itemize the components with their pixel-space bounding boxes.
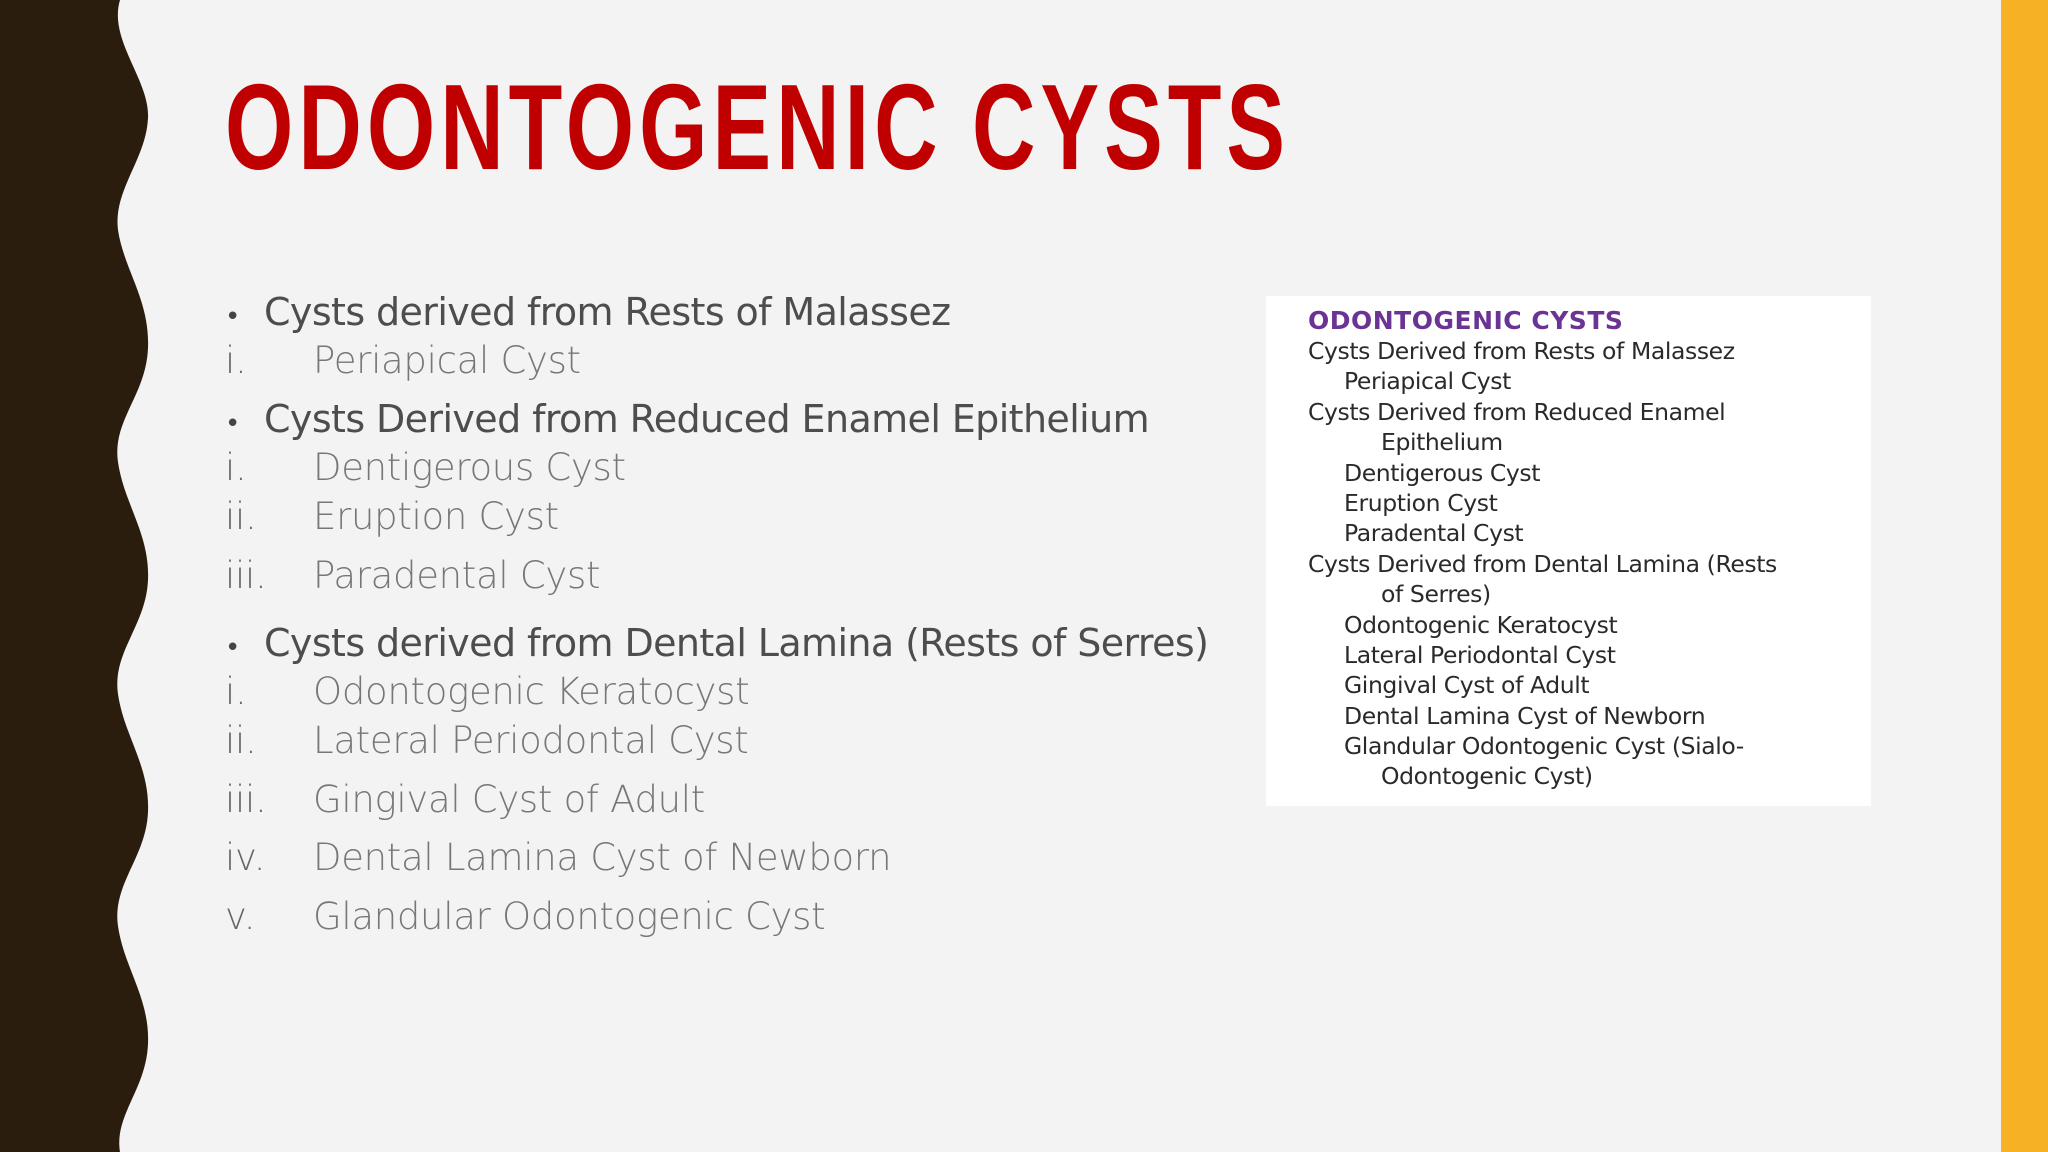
reference-line: Lateral Periodontal Cyst — [1344, 640, 1616, 669]
section-heading: Cysts derived from Dental Lamina (Rests of Serres) — [264, 621, 1209, 665]
list-item-text: Lateral Periodontal Cyst — [313, 719, 749, 762]
list-item — [225, 669, 1225, 715]
section-heading-row — [225, 286, 1225, 338]
section-rests-of-malassez — [225, 286, 1225, 384]
list-numeral: i. — [225, 446, 247, 489]
reference-line: Cysts Derived from Rests of Malassez — [1308, 337, 1735, 365]
list-item — [225, 550, 1225, 609]
list-numeral: ii. — [225, 719, 257, 762]
reference-line: Dental Lamina Cyst of Newborn — [1344, 701, 1706, 730]
reference-line: Odontogenic Cyst) — [1381, 762, 1593, 791]
list-numeral: ii. — [225, 495, 257, 538]
reference-classification-image — [1266, 296, 1871, 806]
list-item — [225, 774, 1225, 833]
list-item-text: Glandular Odontogenic Cyst — [313, 894, 826, 938]
list-item — [225, 715, 1225, 774]
reference-line: Periapical Cyst — [1344, 367, 1511, 396]
list-item — [225, 891, 1225, 950]
list-numeral: i. — [225, 339, 247, 382]
list-item — [225, 491, 1225, 550]
list-item — [225, 832, 1225, 891]
reference-line: Eruption Cyst — [1344, 488, 1498, 517]
left-wavy-band — [0, 0, 160, 1152]
list-numeral: iii. — [225, 777, 267, 821]
list-item — [225, 445, 1225, 491]
section-dental-lamina — [225, 617, 1225, 949]
reference-line: Cysts Derived from Reduced Enamel — [1308, 397, 1726, 426]
slide-title: ODONTOGENIC CYSTS — [225, 59, 1291, 195]
reference-line: Odontogenic Keratocyst — [1344, 610, 1618, 639]
list-item-text: Periapical Cyst — [313, 339, 581, 382]
list-item-text: Dental Lamina Cyst of Newborn — [313, 836, 892, 879]
list-numeral: iii. — [225, 553, 267, 597]
list-item-text: Dentigerous Cyst — [313, 446, 626, 489]
list-numeral: iv. — [225, 836, 266, 879]
right-accent-bar — [2001, 0, 2048, 1152]
wavy-band-shape — [0, 0, 148, 1152]
reference-lines — [1308, 336, 1868, 792]
list-item-text: Eruption Cyst — [313, 495, 559, 538]
reference-line: Glandular Odontogenic Cyst (Sialo- — [1344, 732, 1744, 761]
reference-line: Epithelium — [1381, 428, 1503, 457]
reference-line: Paradental Cyst — [1344, 519, 1524, 548]
cyst-outline-list — [225, 286, 1225, 958]
bullet-dot-icon: • — [225, 302, 240, 332]
bullet-dot-icon: • — [225, 633, 240, 663]
section-heading: Cysts derived from Rests of Malassez — [264, 290, 951, 334]
section-reduced-enamel-epithelium — [225, 393, 1225, 608]
list-item-text: Gingival Cyst of Adult — [313, 777, 705, 821]
section-heading-row — [225, 393, 1225, 445]
section-heading: Cysts Derived from Reduced Enamel Epithelium — [264, 397, 1150, 441]
list-numeral: i. — [225, 670, 247, 713]
list-item — [225, 338, 1225, 384]
list-numeral: v. — [225, 894, 256, 938]
reference-line: Dentigerous Cyst — [1344, 458, 1541, 487]
bullet-dot-icon: • — [225, 409, 240, 439]
reference-title: ODONTOGENIC CYSTS — [1308, 306, 1624, 335]
list-item-text: Paradental Cyst — [313, 553, 601, 597]
reference-line: of Serres) — [1381, 580, 1491, 609]
section-heading-row — [225, 617, 1225, 669]
reference-line: Cysts Derived from Dental Lamina (Rests — [1308, 549, 1777, 578]
list-item-text: Odontogenic Keratocyst — [313, 670, 750, 713]
reference-line: Gingival Cyst of Adult — [1344, 671, 1590, 700]
